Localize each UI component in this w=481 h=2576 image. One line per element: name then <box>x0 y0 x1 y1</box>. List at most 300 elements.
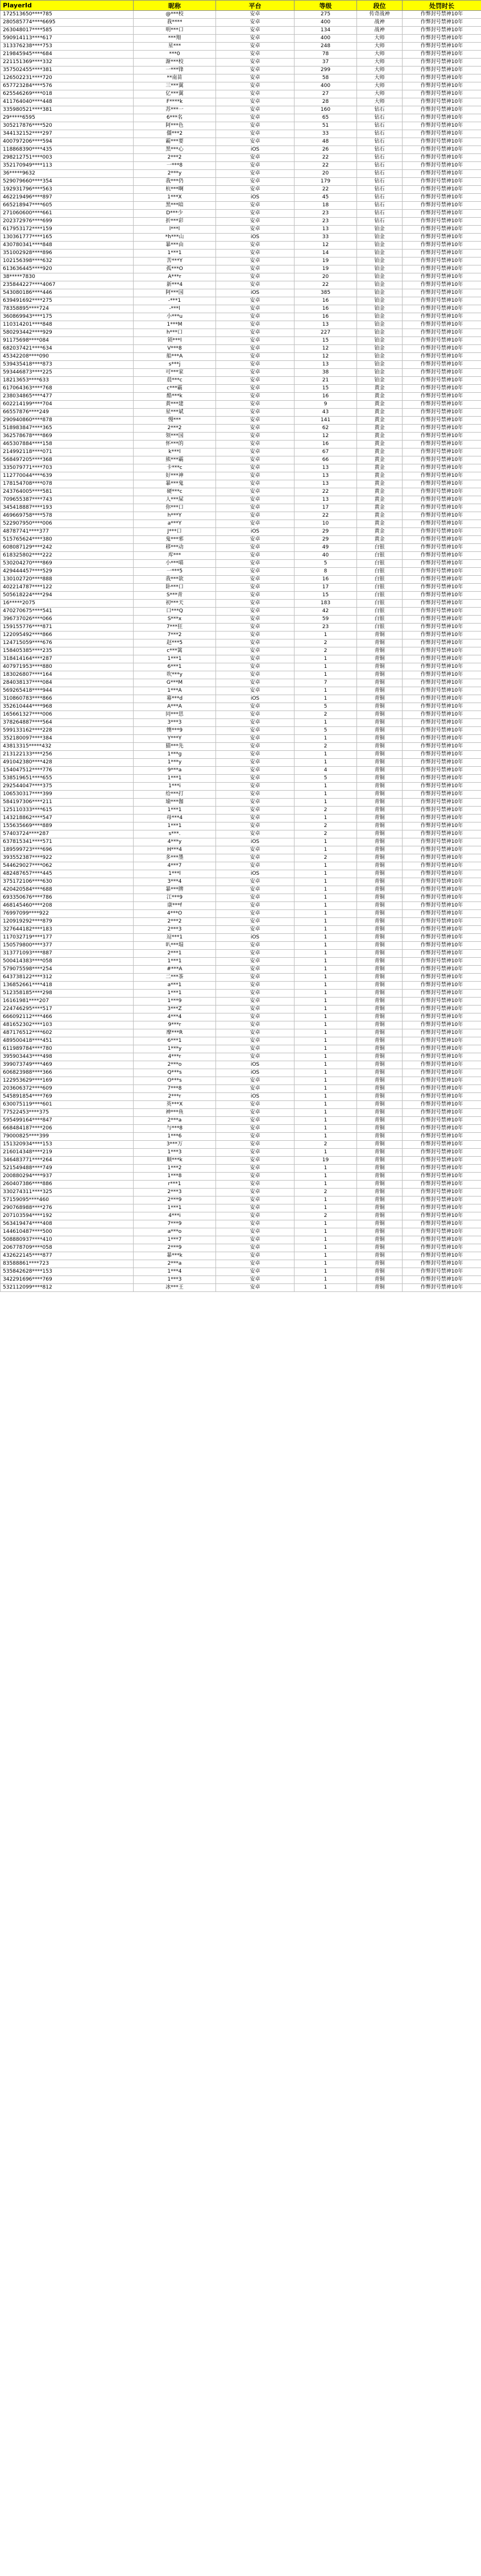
cell-playerid: 351002928****896 <box>1 250 134 257</box>
cell-level: 16 <box>295 441 357 448</box>
cell-nickname: **南苗 <box>134 74 216 82</box>
cell-platform: 安卓 <box>216 512 295 520</box>
cell-rank: 铂金 <box>357 337 403 345</box>
cell-platform: 安卓 <box>216 218 295 226</box>
cell-penalty: 作弊封号禁神10年 <box>403 592 481 600</box>
cell-rank: 黄金 <box>357 385 403 393</box>
cell-rank: 白银 <box>357 544 403 552</box>
table-row <box>1 592 481 600</box>
table-row <box>1 735 481 743</box>
cell-rank: 黄金 <box>357 520 403 528</box>
cell-rank: 青铜 <box>357 1204 403 1212</box>
cell-platform: 安卓 <box>216 1141 295 1149</box>
cell-platform: iOS <box>216 934 295 942</box>
table-row <box>1 703 481 711</box>
cell-rank: 钻石 <box>357 186 403 194</box>
cell-penalty: 作弊封号禁神10年 <box>403 250 481 257</box>
cell-nickname: 康***f <box>134 902 216 910</box>
cell-playerid: 362578678****869 <box>1 433 134 441</box>
cell-platform: 安卓 <box>216 767 295 775</box>
cell-level: 1 <box>295 966 357 974</box>
cell-platform: 安卓 <box>216 472 295 480</box>
cell-platform: 安卓 <box>216 82 295 90</box>
cell-level: 1 <box>295 878 357 886</box>
table-row <box>1 528 481 536</box>
table-row <box>1 1149 481 1157</box>
cell-playerid: 165661327****006 <box>1 711 134 719</box>
cell-playerid: 543080186****446 <box>1 289 134 297</box>
table-row <box>1 679 481 687</box>
cell-nickname: 1***1 <box>134 775 216 783</box>
cell-penalty: 作弊封号禁神10年 <box>403 655 481 663</box>
table-row <box>1 98 481 106</box>
cell-level: 1 <box>295 735 357 743</box>
cell-platform: iOS <box>216 695 295 703</box>
cell-playerid: 544629027****062 <box>1 862 134 870</box>
table-row <box>1 791 481 799</box>
cell-playerid: 29*****6595 <box>1 114 134 122</box>
cell-penalty: 作弊封号禁神10年 <box>403 59 481 67</box>
cell-playerid: 43813315*****432 <box>1 743 134 751</box>
cell-platform: iOS <box>216 528 295 536</box>
cell-penalty: 作弊封号禁神10年 <box>403 425 481 433</box>
cell-playerid: 221151369****332 <box>1 59 134 67</box>
table-row <box>1 894 481 902</box>
cell-rank: 钻石 <box>357 146 403 154</box>
cell-penalty: 作弊封号禁神10年 <box>403 329 481 337</box>
cell-rank: 黄金 <box>357 488 403 496</box>
cell-penalty: 作弊封号禁神10年 <box>403 1141 481 1149</box>
cell-nickname: 渐***校 <box>134 59 216 67</box>
cell-penalty: 作弊封号禁神10年 <box>403 974 481 982</box>
cell-level: 1 <box>295 1260 357 1268</box>
cell-penalty: 作弊封号禁神10年 <box>403 1204 481 1212</box>
cell-playerid: 126502231****720 <box>1 74 134 82</box>
cell-playerid: 271060600****661 <box>1 210 134 218</box>
cell-level: 1 <box>295 719 357 727</box>
cell-penalty: 作弊封号禁神10年 <box>403 1109 481 1117</box>
cell-nickname: 星*** <box>134 43 216 51</box>
table-row <box>1 265 481 273</box>
cell-rank: 青铜 <box>357 1053 403 1061</box>
cell-rank: 青铜 <box>357 1196 403 1204</box>
cell-rank: 青铜 <box>357 926 403 934</box>
cell-playerid: 342291696****769 <box>1 1276 134 1284</box>
table-row <box>1 799 481 807</box>
cell-nickname: 阿***国 <box>134 289 216 297</box>
cell-nickname: r***1 <box>134 1181 216 1189</box>
cell-playerid: 539435418****873 <box>1 361 134 369</box>
cell-level: 227 <box>295 329 357 337</box>
cell-rank: 大师 <box>357 59 403 67</box>
cell-platform: 安卓 <box>216 353 295 361</box>
cell-nickname: c***篱 <box>134 647 216 655</box>
cell-nickname: 1***1 <box>134 1204 216 1212</box>
cell-penalty: 作弊封号禁神10年 <box>403 289 481 297</box>
table-row <box>1 512 481 520</box>
table-row <box>1 759 481 767</box>
cell-playerid: 313771093****887 <box>1 950 134 958</box>
cell-penalty: 作弊封号禁神10年 <box>403 1117 481 1125</box>
cell-playerid: 124715059****676 <box>1 639 134 647</box>
table-row <box>1 751 481 759</box>
table-row <box>1 1061 481 1069</box>
cell-penalty: 作弊封号禁神10年 <box>403 82 481 90</box>
cell-penalty: 作弊封号禁神10年 <box>403 743 481 751</box>
cell-penalty: 作弊封号禁神10年 <box>403 584 481 592</box>
cell-rank: 青铜 <box>357 655 403 663</box>
cell-penalty: 作弊封号禁神10年 <box>403 401 481 409</box>
table-row <box>1 1037 481 1045</box>
cell-playerid: 411764040****448 <box>1 98 134 106</box>
cell-nickname: 6***1 <box>134 663 216 671</box>
cell-penalty: 作弊封号禁神10年 <box>403 313 481 321</box>
cell-playerid: 630075119****601 <box>1 1101 134 1109</box>
cell-penalty: 作弊封号禁神10年 <box>403 910 481 918</box>
cell-nickname: 英***X <box>134 1101 216 1109</box>
cell-platform: 安卓 <box>216 114 295 122</box>
cell-level: 13 <box>295 480 357 488</box>
cell-nickname: 2***3 <box>134 1189 216 1196</box>
table-row <box>1 647 481 655</box>
cell-nickname: 暴***k <box>134 1252 216 1260</box>
cell-penalty: 作弊封号禁神10年 <box>403 178 481 186</box>
cell-level: 29 <box>295 536 357 544</box>
cell-penalty: 作弊封号禁神10年 <box>403 345 481 353</box>
cell-rank: 青铜 <box>357 998 403 1006</box>
cell-penalty: 作弊封号禁神10年 <box>403 114 481 122</box>
cell-playerid: 318414164****287 <box>1 655 134 663</box>
cell-platform: 安卓 <box>216 456 295 464</box>
cell-rank: 钻石 <box>357 106 403 114</box>
cell-rank: 青铜 <box>357 799 403 807</box>
table-row <box>1 186 481 194</box>
cell-penalty: 作弊封号禁神10年 <box>403 242 481 250</box>
cell-playerid: 352180097****384 <box>1 735 134 743</box>
cell-nickname: 9***a <box>134 767 216 775</box>
cell-nickname: 9***r <box>134 1021 216 1029</box>
cell-nickname: 1***3 <box>134 1149 216 1157</box>
cell-level: 16 <box>295 576 357 584</box>
cell-penalty: 作弊封号禁神10年 <box>403 918 481 926</box>
cell-level: 78 <box>295 51 357 59</box>
cell-penalty: 作弊封号禁神10年 <box>403 488 481 496</box>
cell-playerid: 399073749****469 <box>1 1061 134 1069</box>
cell-rank: 青铜 <box>357 854 403 862</box>
cell-penalty: 作弊封号禁神10年 <box>403 218 481 226</box>
cell-playerid: 563419474****408 <box>1 1220 134 1228</box>
cell-level: 1 <box>295 1244 357 1252</box>
cell-penalty: 作弊封号禁神10年 <box>403 544 481 552</box>
cell-nickname: 1***8 <box>134 1173 216 1181</box>
cell-nickname: 6***名 <box>134 114 216 122</box>
cell-level: 1 <box>295 1149 357 1157</box>
cell-rank: 青铜 <box>357 671 403 679</box>
cell-rank: 铂金 <box>357 289 403 297</box>
cell-rank: 青铜 <box>357 743 403 751</box>
cell-nickname: 与***8 <box>134 1125 216 1133</box>
cell-platform: 安卓 <box>216 265 295 273</box>
cell-level: 1 <box>295 791 357 799</box>
cell-rank: 青铜 <box>357 1189 403 1196</box>
cell-nickname: h***Y <box>134 512 216 520</box>
cell-platform: 安卓 <box>216 1053 295 1061</box>
cell-penalty: 作弊封号禁神10年 <box>403 735 481 743</box>
cell-penalty: 作弊封号禁神10年 <box>403 43 481 51</box>
cell-rank: 青铜 <box>357 1236 403 1244</box>
table-row <box>1 1077 481 1085</box>
cell-penalty: 作弊封号禁神10年 <box>403 822 481 830</box>
cell-penalty: 作弊封号禁神10年 <box>403 186 481 194</box>
cell-platform: 安卓 <box>216 1260 295 1268</box>
cell-platform: 安卓 <box>216 51 295 59</box>
cell-playerid: 189599723****696 <box>1 846 134 854</box>
cell-platform: 安卓 <box>216 417 295 425</box>
header-row <box>1 1 481 11</box>
cell-playerid: 305217876****520 <box>1 122 134 130</box>
cell-penalty: 作弊封号禁神10年 <box>403 297 481 305</box>
cell-penalty: 作弊封号禁神10年 <box>403 703 481 711</box>
cell-rank: 青铜 <box>357 711 403 719</box>
cell-rank: 黄金 <box>357 409 403 417</box>
cell-platform: 安卓 <box>216 536 295 544</box>
cell-rank: 青铜 <box>357 663 403 671</box>
cell-platform: 安卓 <box>216 1149 295 1157</box>
cell-platform: 安卓 <box>216 1013 295 1021</box>
cell-level: 400 <box>295 35 357 43</box>
cell-playerid: 482487657****445 <box>1 870 134 878</box>
cell-level: 1 <box>295 631 357 639</box>
cell-rank: 大师 <box>357 51 403 59</box>
cell-platform: 安卓 <box>216 1196 295 1204</box>
cell-nickname: 1***6 <box>134 1133 216 1141</box>
table-row <box>1 1069 481 1077</box>
cell-rank: 白银 <box>357 560 403 568</box>
cell-rank: 白银 <box>357 568 403 576</box>
cell-platform: 安卓 <box>216 488 295 496</box>
cell-penalty: 作弊封号禁神10年 <box>403 1021 481 1029</box>
cell-penalty: 作弊封号禁神10年 <box>403 146 481 154</box>
cell-platform: 安卓 <box>216 297 295 305</box>
cell-rank: 青铜 <box>357 1013 403 1021</box>
cell-playerid: 532112099****812 <box>1 1284 134 1292</box>
table-row <box>1 106 481 114</box>
cell-level: 51 <box>295 122 357 130</box>
cell-level: 43 <box>295 409 357 417</box>
cell-playerid: 432622145****877 <box>1 1252 134 1260</box>
table-row <box>1 321 481 329</box>
cell-platform: 安卓 <box>216 687 295 695</box>
cell-nickname: 顺***k <box>134 1157 216 1165</box>
cell-playerid: 122953629****169 <box>1 1077 134 1085</box>
cell-penalty: 作弊封号禁神10年 <box>403 783 481 791</box>
cell-platform: 安卓 <box>216 345 295 353</box>
table-row <box>1 425 481 433</box>
cell-platform: 安卓 <box>216 1228 295 1236</box>
cell-platform: 安卓 <box>216 759 295 767</box>
cell-rank: 钻石 <box>357 178 403 186</box>
cell-platform: 安卓 <box>216 401 295 409</box>
cell-penalty: 作弊封号禁神10年 <box>403 210 481 218</box>
cell-penalty: 作弊封号禁神10年 <box>403 679 481 687</box>
cell-level: 1 <box>295 783 357 791</box>
table-row <box>1 441 481 448</box>
cell-level: 275 <box>295 11 357 19</box>
cell-level: 10 <box>295 520 357 528</box>
cell-rank: 青铜 <box>357 1045 403 1053</box>
cell-level: 1 <box>295 1133 357 1141</box>
cell-penalty: 作弊封号禁神10年 <box>403 504 481 512</box>
cell-level: 1 <box>295 942 357 950</box>
cell-nickname: s***j <box>134 361 216 369</box>
cell-platform: 安卓 <box>216 321 295 329</box>
cell-penalty: 作弊封号禁神10年 <box>403 815 481 822</box>
cell-nickname: 1***7 <box>134 1236 216 1244</box>
cell-level: 1 <box>295 759 357 767</box>
cell-rank: 青铜 <box>357 894 403 902</box>
cell-level: 40 <box>295 552 357 560</box>
cell-platform: 安卓 <box>216 655 295 663</box>
cell-level: 1 <box>295 998 357 1006</box>
cell-rank: 铂金 <box>357 305 403 313</box>
cell-level: 5 <box>295 727 357 735</box>
cell-playerid: 668484187****206 <box>1 1125 134 1133</box>
cell-platform: 安卓 <box>216 974 295 982</box>
cell-penalty: 作弊封号禁神10年 <box>403 727 481 735</box>
cell-level: 4 <box>295 767 357 775</box>
table-row <box>1 1085 481 1093</box>
cell-playerid: 78358895****724 <box>1 305 134 313</box>
cell-level: 48 <box>295 138 357 146</box>
cell-playerid: 481652302****103 <box>1 1021 134 1029</box>
cell-rank: 青铜 <box>357 759 403 767</box>
cell-rank: 青铜 <box>357 1165 403 1173</box>
cell-rank: 黄金 <box>357 448 403 456</box>
table-row <box>1 59 481 67</box>
cell-playerid: 290768988****276 <box>1 1204 134 1212</box>
cell-nickname: 我***欲 <box>134 576 216 584</box>
cell-level: 59 <box>295 616 357 624</box>
cell-platform: iOS <box>216 1069 295 1077</box>
cell-rank: 黄金 <box>357 433 403 441</box>
cell-playerid: 130361777****165 <box>1 234 134 242</box>
cell-platform: 安卓 <box>216 106 295 114</box>
cell-penalty: 作弊封号禁神10年 <box>403 321 481 329</box>
cell-level: 16 <box>295 313 357 321</box>
cell-playerid: 595499164****847 <box>1 1117 134 1125</box>
cell-platform: 安卓 <box>216 807 295 815</box>
cell-rank: 青铜 <box>357 910 403 918</box>
cell-playerid: 420420584****688 <box>1 886 134 894</box>
cell-rank: 铂金 <box>357 321 403 329</box>
cell-penalty: 作弊封号禁神10年 <box>403 998 481 1006</box>
cell-level: 2 <box>295 639 357 647</box>
cell-penalty: 作弊封号禁神10年 <box>403 337 481 345</box>
cell-level: 1 <box>295 862 357 870</box>
cell-rank: 青铜 <box>357 807 403 815</box>
cell-level: 9 <box>295 401 357 409</box>
cell-level: 1 <box>295 910 357 918</box>
cell-level: 16 <box>295 393 357 401</box>
cell-nickname: 鬼***邪 <box>134 536 216 544</box>
cell-platform: 安卓 <box>216 1125 295 1133</box>
cell-nickname: 江***9 <box>134 894 216 902</box>
cell-platform: 安卓 <box>216 958 295 966</box>
cell-platform: 安卓 <box>216 998 295 1006</box>
cell-penalty: 作弊封号禁神10年 <box>403 1268 481 1276</box>
cell-penalty: 作弊封号禁神10年 <box>403 1093 481 1101</box>
cell-level: 19 <box>295 265 357 273</box>
cell-platform: 安卓 <box>216 990 295 998</box>
cell-penalty: 作弊封号禁神10年 <box>403 393 481 401</box>
cell-rank: 青铜 <box>357 1268 403 1276</box>
cell-penalty: 作弊封号禁神10年 <box>403 448 481 456</box>
cell-playerid: 468145460****208 <box>1 902 134 910</box>
cell-rank: 钻石 <box>357 210 403 218</box>
cell-nickname: 库*** <box>134 552 216 560</box>
cell-level: 18 <box>295 202 357 210</box>
cell-playerid: 66557876****249 <box>1 409 134 417</box>
cell-nickname: 黄***建 <box>134 401 216 409</box>
cell-platform: 安卓 <box>216 679 295 687</box>
cell-rank: 青铜 <box>357 942 403 950</box>
cell-rank: 青铜 <box>357 982 403 990</box>
cell-playerid: 602214199****704 <box>1 401 134 409</box>
cell-playerid: 352610444****968 <box>1 703 134 711</box>
cell-nickname: 三***翼 <box>134 82 216 90</box>
cell-nickname: 7***狂 <box>134 624 216 631</box>
cell-platform: 安卓 <box>216 210 295 218</box>
cell-level: 2 <box>295 647 357 655</box>
cell-level: 1 <box>295 1037 357 1045</box>
cell-nickname: Y***Y <box>134 735 216 743</box>
cell-rank: 铂金 <box>357 273 403 281</box>
cell-rank: 青铜 <box>357 1109 403 1117</box>
table-row <box>1 624 481 631</box>
cell-platform: 安卓 <box>216 250 295 257</box>
table-row <box>1 202 481 210</box>
cell-rank: 青铜 <box>357 1212 403 1220</box>
cell-penalty: 作弊封号禁神10年 <box>403 1149 481 1157</box>
cell-playerid: 335079771****703 <box>1 464 134 472</box>
cell-rank: 青铜 <box>357 918 403 926</box>
cell-platform: 安卓 <box>216 520 295 528</box>
cell-rank: 铂金 <box>357 313 403 321</box>
table-row <box>1 1021 481 1029</box>
cell-nickname: 2***9 <box>134 1244 216 1252</box>
cell-rank: 青铜 <box>357 679 403 687</box>
cell-playerid: 125110333****615 <box>1 807 134 815</box>
cell-playerid: 260407386****886 <box>1 1181 134 1189</box>
cell-playerid: 500414383****058 <box>1 958 134 966</box>
cell-penalty: 作弊封号禁神10年 <box>403 90 481 98</box>
cell-level: 22 <box>295 162 357 170</box>
cell-penalty: 作弊封号禁神10年 <box>403 1220 481 1228</box>
cell-rank: 青铜 <box>357 775 403 783</box>
cell-rank: 黄金 <box>357 480 403 488</box>
table-row <box>1 90 481 98</box>
cell-platform: 安卓 <box>216 1157 295 1165</box>
cell-playerid: 214992118****071 <box>1 448 134 456</box>
cell-nickname: 1***l <box>134 870 216 878</box>
cell-playerid: 522907950****006 <box>1 520 134 528</box>
cell-nickname: 3***万 <box>134 1141 216 1149</box>
cell-level: 1 <box>295 1093 357 1101</box>
cell-nickname: 3***4 <box>134 878 216 886</box>
cell-penalty: 作弊封号禁神10年 <box>403 1006 481 1013</box>
cell-rank: 青铜 <box>357 878 403 886</box>
cell-rank: 白银 <box>357 608 403 616</box>
